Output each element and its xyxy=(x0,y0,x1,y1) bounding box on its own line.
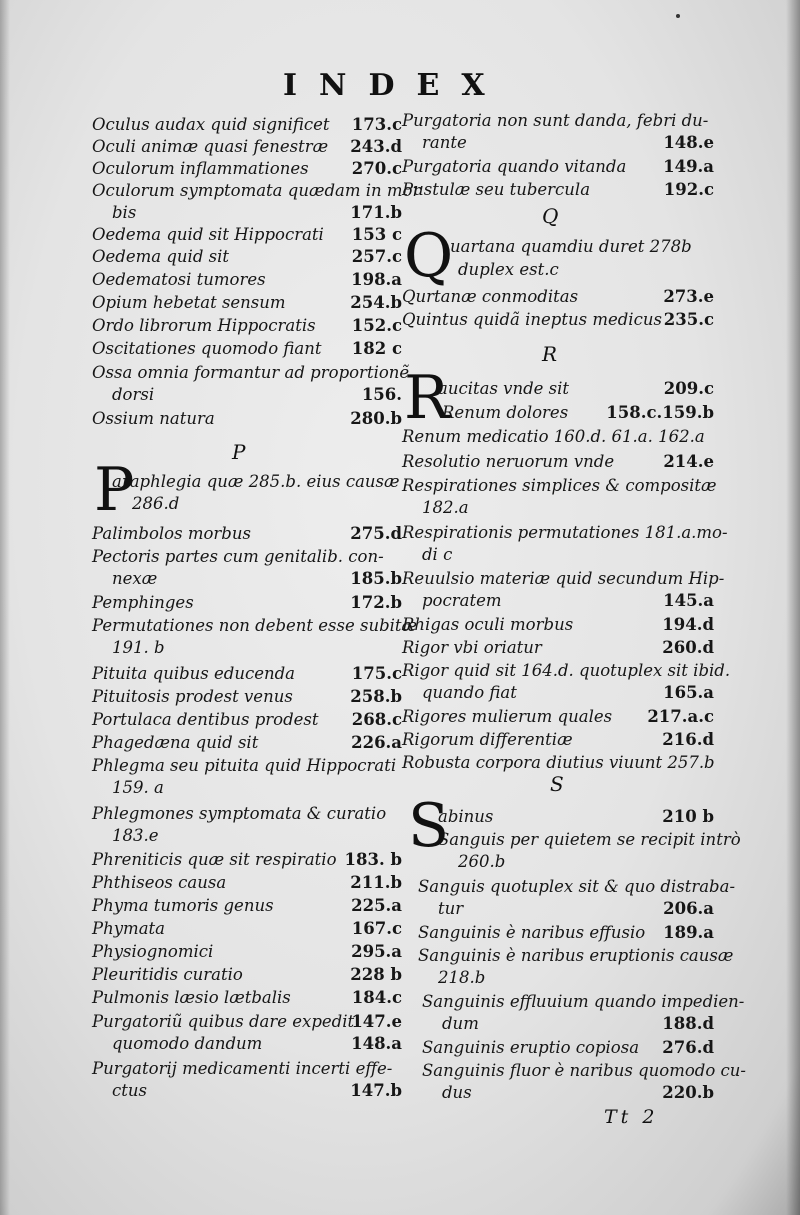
entry-text: Sanguinis effluuium quando impedien- xyxy=(422,992,745,1011)
entry-page-ref: 295.a xyxy=(351,942,402,961)
entry-text: Purgatorij medicamenti incerti effe- xyxy=(92,1059,393,1078)
entry-continuation: quando fiat xyxy=(422,683,517,702)
entry-page-ref: 254.b xyxy=(350,293,402,312)
index-entry xyxy=(402,451,714,473)
entry-continuation: 218.b xyxy=(438,968,486,987)
index-entry xyxy=(92,292,402,314)
section-drop-capital: S xyxy=(408,791,450,861)
entry-page-ref: 275.d xyxy=(350,524,402,543)
entry-text: Respirationes simplices & compositæ xyxy=(402,476,717,495)
entry-page-ref: 158.c.159.b xyxy=(606,403,714,422)
entry-page-ref: 148.a xyxy=(351,1034,402,1053)
section-letter: R xyxy=(542,342,558,366)
index-entry xyxy=(402,156,714,178)
entry-text: Sanguis quotuplex sit & quo distraba- xyxy=(418,877,736,896)
page-title: INDEX xyxy=(283,68,507,103)
index-entry xyxy=(402,660,731,704)
index-entry xyxy=(92,408,402,430)
entry-text: Pulmonis læsio lætbalis xyxy=(92,988,291,1007)
entry-page-ref: 194.d xyxy=(662,615,714,634)
entry-page-ref: 270.c xyxy=(351,159,402,178)
index-entry xyxy=(402,991,745,1035)
index-entry xyxy=(92,941,402,963)
index-entry xyxy=(92,686,402,708)
index-entry xyxy=(402,110,714,154)
entry-page-ref: 173.c xyxy=(351,115,402,134)
entry-page-ref: 184.c xyxy=(351,988,402,1007)
entry-page-ref: 183. b xyxy=(344,850,402,869)
entry-page-ref: 276.d xyxy=(662,1038,714,1057)
index-entry xyxy=(92,918,402,940)
entry-text: Rhigas oculi morbus xyxy=(402,615,574,634)
index-entry xyxy=(402,876,736,920)
index-entry xyxy=(92,269,402,291)
entry-page-ref: 185.b xyxy=(350,569,402,588)
index-entry xyxy=(402,522,728,566)
section-letter: S xyxy=(550,772,564,796)
index-entry xyxy=(92,803,402,847)
entry-page-ref: 220.b xyxy=(662,1083,714,1102)
entry-page-ref: 148.e xyxy=(663,133,714,152)
index-entry xyxy=(402,945,734,989)
section-letter: P xyxy=(232,440,246,464)
index-entry xyxy=(92,987,402,1009)
entry-text: Palimbolos morbus xyxy=(92,524,251,543)
index-entry xyxy=(92,180,421,224)
entry-page-ref: 258.b xyxy=(350,687,402,706)
entry-continuation: dus xyxy=(442,1083,472,1102)
entry-page-ref: 216.d xyxy=(662,730,714,749)
entry-text: Rigor quid sit 164.d. quotuplex sit ibid. xyxy=(402,661,731,680)
page-edge-shadow-right xyxy=(786,0,800,1215)
entry-text: duplex est.c xyxy=(458,260,559,279)
entry-page-ref: 206.a xyxy=(663,899,714,918)
entry-page-ref: 260.d xyxy=(662,638,714,657)
entry-text: Oculus audax quid significet xyxy=(92,115,330,134)
entry-text: Oculi animæ quasi fenestræ xyxy=(92,137,329,156)
entry-page-ref: 226.a xyxy=(351,733,402,752)
entry-text: Phymata xyxy=(92,919,166,938)
entry-text: Purgatoria non sunt danda, febri du- xyxy=(402,111,709,130)
entry-text: Rigores mulierum quales xyxy=(402,707,613,726)
index-entry xyxy=(92,523,402,545)
entry-page-ref: 167.c xyxy=(351,919,402,938)
entry-page-ref: 172.b xyxy=(350,593,402,612)
entry-continuation: pocratem xyxy=(422,591,502,610)
entry-text: Portulaca dentibus prodest xyxy=(92,710,319,729)
index-entry xyxy=(402,706,714,728)
entry-page-ref: 156. xyxy=(361,385,402,404)
index-entry xyxy=(402,752,714,774)
entry-continuation: ctus xyxy=(112,1081,147,1100)
entry-text: abinus xyxy=(438,807,494,826)
index-entry xyxy=(402,637,714,659)
entry-text: Phthiseos causa xyxy=(92,873,227,892)
entry-page-ref: 225.a xyxy=(351,896,402,915)
index-entry xyxy=(92,732,402,754)
entry-text: Permutationes non debent esse subitæ xyxy=(92,616,418,635)
entry-text: Sanguinis è naribus eruptionis causæ xyxy=(418,946,734,965)
entry-text: Phagedæna quid sit xyxy=(92,733,259,752)
entry-text: Oedema quid sit xyxy=(92,247,229,266)
section-drop-capital: Q xyxy=(404,221,454,291)
entry-text: uartana quamdiu duret 278b xyxy=(450,237,692,256)
index-entry xyxy=(92,246,402,268)
entry-text: Opium hebetat sensum xyxy=(92,293,286,312)
entry-page-ref: 189.a xyxy=(663,923,714,942)
entry-continuation: 183.e xyxy=(112,826,159,845)
entry-text: Renum medicatio 160.d. 61.a. 162.a xyxy=(402,427,705,446)
index-entry xyxy=(402,1060,746,1104)
entry-text: Ordo librorum Hippocratis xyxy=(92,316,316,335)
index-entry xyxy=(92,546,402,590)
entry-page-ref: 217.a.c xyxy=(647,707,714,726)
entry-text: Phlegmones symptomata & curatio xyxy=(92,804,387,823)
index-entry xyxy=(402,614,714,636)
entry-text: Phlegma seu pituita quid Hippocrati xyxy=(92,756,397,775)
entry-page-ref: 211.b xyxy=(350,873,402,892)
entry-text: Oedematosi tumores xyxy=(92,270,266,289)
entry-page-ref: 209.c xyxy=(663,379,714,398)
entry-text: Pleuritidis curatio xyxy=(92,965,243,984)
entry-text: Phreniticis quæ sit respiratio xyxy=(92,850,337,869)
index-entry xyxy=(402,309,714,331)
entry-text: Rigorum differentiæ xyxy=(402,730,573,749)
ink-fleck xyxy=(676,14,680,18)
signature-mark: Tt 2 xyxy=(604,1106,659,1128)
entry-page-ref: 228 b xyxy=(350,965,402,984)
entry-page-ref: 243.d xyxy=(350,137,402,156)
section-drop-capital: P xyxy=(94,455,135,525)
entry-text: Purgatoria quando vitanda xyxy=(402,157,627,176)
entry-text: Resolutio neruorum vnde xyxy=(402,452,615,471)
entry-text: Physiognomici xyxy=(92,942,214,961)
entry-text: Oculorum inflammationes xyxy=(92,159,309,178)
index-entry xyxy=(402,568,725,612)
index-entry xyxy=(92,615,418,659)
index-entry xyxy=(92,315,402,337)
entry-page-ref: 210 b xyxy=(662,807,714,826)
entry-continuation: dum xyxy=(442,1014,479,1033)
entry-text: araphlegia quæ 285.b. eius causæ xyxy=(112,472,400,491)
entry-continuation: bis xyxy=(112,203,137,222)
entry-continuation: 159. a xyxy=(112,778,164,797)
entry-page-ref: 198.a xyxy=(351,270,402,289)
entry-continuation: 286.d xyxy=(132,494,180,513)
index-entry xyxy=(402,922,714,944)
entry-page-ref: 273.e xyxy=(663,287,714,306)
entry-text: Phyma tumoris genus xyxy=(92,896,274,915)
entry-text: Ossium natura xyxy=(92,409,215,428)
entry-continuation: di c xyxy=(422,545,453,564)
entry-page-ref: 188.d xyxy=(662,1014,714,1033)
entry-continuation: dorsi xyxy=(112,385,155,404)
entry-text: Pituita quibus educenda xyxy=(92,664,295,683)
entry-page-ref: 235.c xyxy=(663,310,714,329)
index-entry xyxy=(92,755,402,799)
entry-page-ref: 182 c xyxy=(351,339,402,358)
entry-text: Sanguinis eruptio copiosa xyxy=(422,1038,640,1057)
entry-text: Qurtanæ conmoditas xyxy=(402,287,579,306)
entry-page-ref: 152.c xyxy=(351,316,402,335)
entry-text: Oculorum symptomata quædam in mor xyxy=(92,181,421,200)
entry-text: Respirationis permutationes 181.a.mo- xyxy=(402,523,728,542)
index-entry xyxy=(92,338,402,360)
entry-continuation: 260.b xyxy=(458,852,506,871)
entry-continuation: nexæ xyxy=(112,569,158,588)
entry-page-ref: 175.c xyxy=(351,664,402,683)
index-entry xyxy=(92,895,402,917)
entry-text: Purgatoriũ quibus dare expedit xyxy=(92,1012,355,1031)
entry-text: Ossa omnia formantur ad proportionẽ xyxy=(92,363,410,382)
entry-text: Oscitationes quomodo fiant xyxy=(92,339,322,358)
index-entry xyxy=(92,136,402,158)
index-entry xyxy=(92,362,410,406)
entry-text: Rigor vbi oriatur xyxy=(402,638,542,657)
index-entry xyxy=(92,592,402,614)
entry-text: aucitas vnde sit xyxy=(438,379,570,398)
index-entry xyxy=(92,872,402,894)
entry-text: Sanguinis è naribus effusio xyxy=(418,923,646,942)
entry-text: Pituitosis prodest venus xyxy=(92,687,293,706)
entry-page-ref: 147.b xyxy=(350,1081,402,1100)
entry-page-ref: 147.e xyxy=(351,1012,402,1031)
entry-text: Pustulæ seu tubercula xyxy=(402,180,591,199)
entry-continuation: quomodo dandum xyxy=(112,1034,263,1053)
entry-page-ref: 153 c xyxy=(351,225,402,244)
entry-text: Sanguinis fluor è naribus quomodo cu- xyxy=(422,1061,746,1080)
index-entry xyxy=(402,729,714,751)
entry-page-ref: 257.c xyxy=(351,247,402,266)
entry-continuation: rante xyxy=(422,133,467,152)
index-entry xyxy=(92,471,402,515)
entry-page-ref: 280.b xyxy=(350,409,402,428)
entry-text: Sanguis per quietem se recipit intrò xyxy=(438,830,741,849)
index-entry xyxy=(92,1011,402,1055)
entry-page-ref: 192.c xyxy=(663,180,714,199)
entry-page-ref: 165.a xyxy=(663,683,714,702)
entry-page-ref: 145.a xyxy=(663,591,714,610)
entry-text: Quintus quidã ineptus medicus xyxy=(402,310,662,329)
entry-text: Pectoris partes cum genitalib. con- xyxy=(92,547,384,566)
entry-continuation: 191. b xyxy=(112,638,165,657)
section-drop-capital: R xyxy=(404,363,450,433)
index-entry xyxy=(92,709,402,731)
index-entry xyxy=(92,114,402,136)
index-entry xyxy=(402,1037,714,1059)
entry-text: Robusta corpora diutius viuunt 257.b xyxy=(402,753,715,772)
page-edge-shadow-left xyxy=(0,0,10,1215)
index-entry xyxy=(92,849,402,871)
entry-continuation: 182.a xyxy=(422,498,469,517)
index-entry xyxy=(92,158,402,180)
entry-text: Pemphinges xyxy=(92,593,194,612)
entry-text: Renum dolores xyxy=(442,403,569,422)
entry-page-ref: 171.b xyxy=(350,203,402,222)
index-entry xyxy=(402,179,714,201)
entry-page-ref: 149.a xyxy=(663,157,714,176)
index-entry xyxy=(92,663,402,685)
entry-text: Oedema quid sit Hippocrati xyxy=(92,225,324,244)
index-entry xyxy=(92,1058,402,1102)
index-entry xyxy=(402,475,717,519)
entry-page-ref: 268.c xyxy=(351,710,402,729)
entry-continuation: tur xyxy=(438,899,464,918)
index-entry xyxy=(92,224,402,246)
entry-text: Reuulsio materiæ quid secundum Hip- xyxy=(402,569,725,588)
entry-page-ref: 214.e xyxy=(663,452,714,471)
section-letter: Q xyxy=(542,204,559,228)
index-entry xyxy=(92,964,402,986)
